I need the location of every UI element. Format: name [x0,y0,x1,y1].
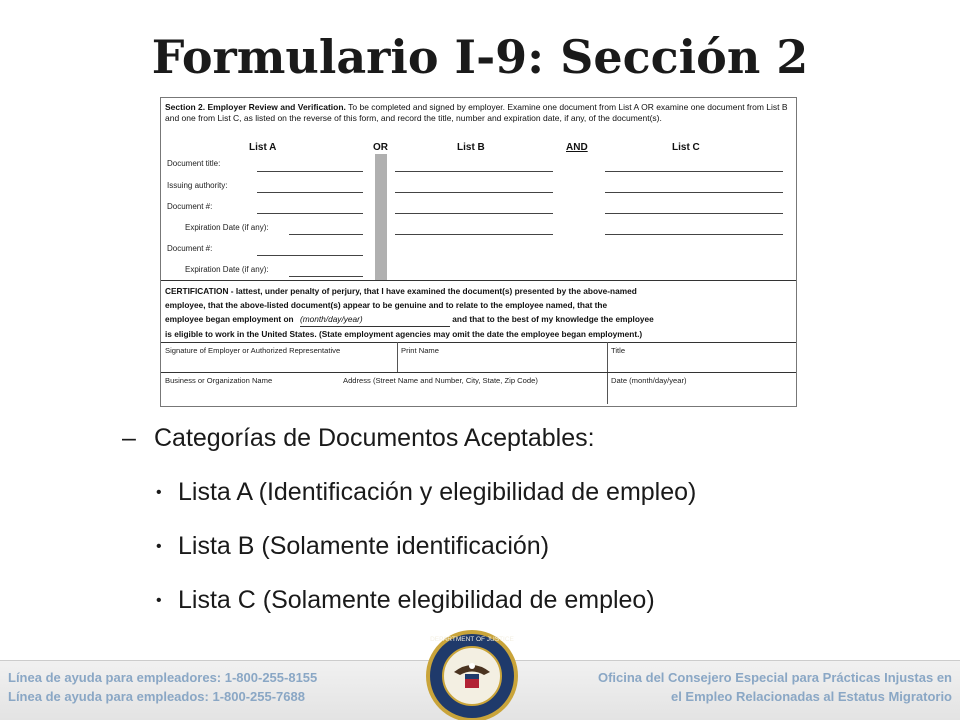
list-c-heading: List C [672,142,700,153]
list-c-line [605,171,783,172]
dash-marker: – [122,424,136,452]
or-heading: OR [373,142,388,153]
footer-office-name [598,668,952,706]
issuing-authority-label: Issuing authority: [167,181,228,190]
list-a-line [257,171,363,172]
employer-helpline: Línea de ayuda para empleadores: 1-800-255-8155 [8,670,318,685]
form-vrule [397,342,398,372]
employee-helpline: Línea de ayuda para empleados: 1-800-255-7688 [8,689,305,704]
form-rule [161,342,796,343]
bullet-item-list-b [156,532,549,561]
form-header [165,102,790,124]
expiration-label-1: Expiration Date (if any): [185,223,269,232]
form-header-text: To be completed and signed by employer. Examine one document from List A OR examine one document from List B and one from List C, as listed on the reverse of this form, and record the title, number and expiration date, if any, of the document(s). [165,102,788,123]
list-b-line [395,171,553,172]
list-b-line [395,234,553,235]
signature-label: Signature of Employer or Authorized Representative [165,346,341,355]
office-name-line-1: Oficina del Consejero Especial para Prácticas Injustas en [597,670,952,685]
eagle-head-icon [469,663,475,669]
list-a-line [289,234,363,235]
list-c-line [605,192,783,193]
doj-seal-icon [424,628,520,720]
list-c-line [605,213,783,214]
doc-number-label-2: Document #: [167,244,213,253]
doc-categories-heading [122,424,595,453]
and-heading: AND [566,142,588,153]
list-b-line [395,213,553,214]
seal-top-text: DEPARTMENT OF JUSTICE [430,636,514,643]
cert-line-3b: (month/day/year) [300,312,450,327]
bullet-text: Lista B (Solamente identificación) [178,532,550,560]
list-a-line [289,276,363,277]
bullet-text: Lista C (Solamente elegibilidad de empleo) [178,586,655,614]
list-a-line [257,213,363,214]
doc-title-label: Document title: [167,159,221,168]
bullet-item-list-c [156,586,655,615]
footer-helplines [8,668,317,706]
list-b-line [395,192,553,193]
cert-line-3a: employee began employment on [165,314,294,324]
list-a-heading: List A [249,142,277,153]
list-a-line [257,255,363,256]
list-b-heading: List B [457,142,485,153]
list-a-line [257,192,363,193]
cert-line-2: employee, that the above-listed document(s) appear to be genuine and to relate to the employee named, that the [165,300,608,310]
or-divider-bar [375,154,387,280]
cert-line-4: is eligible to work in the United States. (State employment agencies may omit the date the employee began employment.) [165,329,643,339]
slide-title: Formulario I-9: Sección 2 [151,30,809,84]
office-name-line-2: el Empleo Relacionadas al Estatus Migratorio [670,689,952,704]
cert-line-3c: and that to the best of my knowledge the employee [452,314,654,324]
form-rule [161,372,796,373]
cert-line-1: CERTIFICATION - Iattest, under penalty of perjury, that I have examined the document(s) presented by the above-named [165,286,637,296]
form-rule [161,280,796,281]
form-header-bold: Section 2. Employer Review and Verification. [165,102,346,112]
print-name-label: Print Name [401,346,439,355]
doc-categories-text: Categorías de Documentos Aceptables: [154,424,595,452]
business-name-label: Business or Organization Name [165,376,273,385]
date-label: Date (month/day/year) [611,376,687,385]
bullet-item-list-a [156,478,696,507]
doc-number-label-1: Document #: [167,202,213,211]
form-vrule [607,342,608,404]
i9-section2-form [160,97,797,407]
expiration-label-2: Expiration Date (if any): [185,265,269,274]
bullet-dot-icon: • [156,592,162,609]
title-field-label: Title [611,346,626,355]
address-label: Address (Street Name and Number, City, State, Zip Code) [343,376,538,385]
certification-text [165,284,790,341]
shield-chief [465,674,479,679]
cert-line-3 [165,312,790,327]
seal-graphic [424,628,520,720]
list-c-line [605,234,783,235]
bullet-dot-icon: • [156,484,162,501]
bullet-text: Lista A (Identificación y elegibilidad de empleo) [178,478,697,506]
bullet-dot-icon: • [156,538,162,555]
